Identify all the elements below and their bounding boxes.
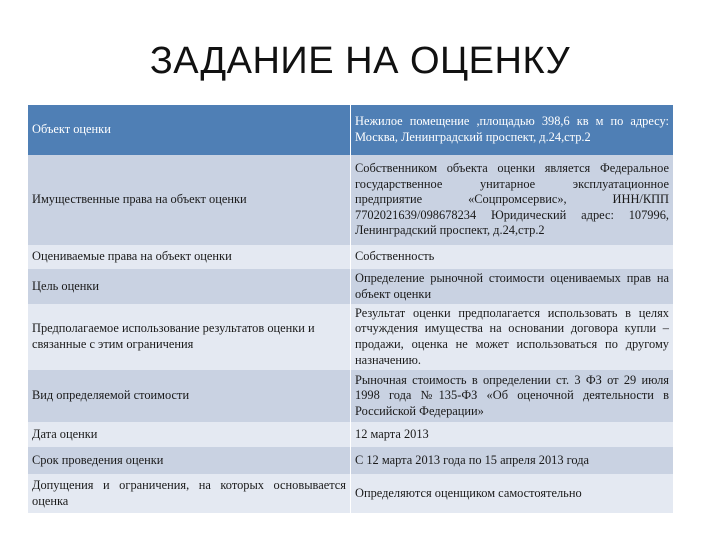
row-label: Оцениваемые права на объект оценки [32, 249, 232, 264]
row-label: Допущения и ограничения, на которых основывается оценка [32, 477, 346, 508]
row-value: Определение рыночной стоимости оцениваемых прав на объект оценки [355, 270, 669, 301]
row-value: Рыночная стоимость в определении ст. 3 ФЗ от 29 июля 1998 года №135-ФЗ «Об оценочной деятельности в Российской Федерации» [355, 372, 669, 418]
row-label: Срок проведения оценки [32, 452, 164, 467]
row-value: Результат оценки предполагается использовать в целях отчуждения имущества на основании договора купли – продажи, оценка не может использоваться по другому назначению. [355, 305, 669, 367]
row-label: Имущественные права на объект оценки [32, 192, 247, 207]
table-row [28, 269, 673, 304]
row-value: Определяются оценщиком самостоятельно [355, 485, 582, 500]
row-label: Дата оценки [32, 426, 98, 441]
row-value: Собственность [355, 249, 435, 264]
table-row [28, 447, 673, 474]
table-row [28, 304, 673, 370]
table-row [28, 422, 673, 447]
table-row [28, 245, 673, 269]
assignment-table [28, 105, 673, 513]
table-row [28, 105, 673, 155]
page-title: ЗАДАНИЕ НА ОЦЕНКУ [149, 40, 571, 82]
row-label: Предполагаемое использование результатов оценки и связанные с этим ограничения [32, 321, 315, 351]
row-label: Объект оценки [32, 122, 111, 137]
table-row [28, 155, 673, 245]
row-value: 12 марта 2013 [355, 426, 429, 441]
row-value: Нежилое помещение ,площадью 398,6 кв м по адресу: Москва, Ленинградский проспект, д.24,стр.2 [355, 114, 669, 144]
table-row [28, 370, 673, 422]
row-value: С 12 марта 2013 года по 15 апреля 2013 года [355, 452, 590, 467]
row-label: Вид определяемой стоимости [32, 388, 190, 403]
row-label: Цель оценки [32, 278, 99, 293]
row-value: Собственником объекта оценки является Федеральное государственное унитарное эксплуатационное предприятие «Соцпромсервис», ИНН/КПП 7702021639/098678234 Юридический адрес: 107996, Ленинградский проспект, д.24,стр.2 [355, 161, 669, 238]
table-row [28, 474, 673, 513]
